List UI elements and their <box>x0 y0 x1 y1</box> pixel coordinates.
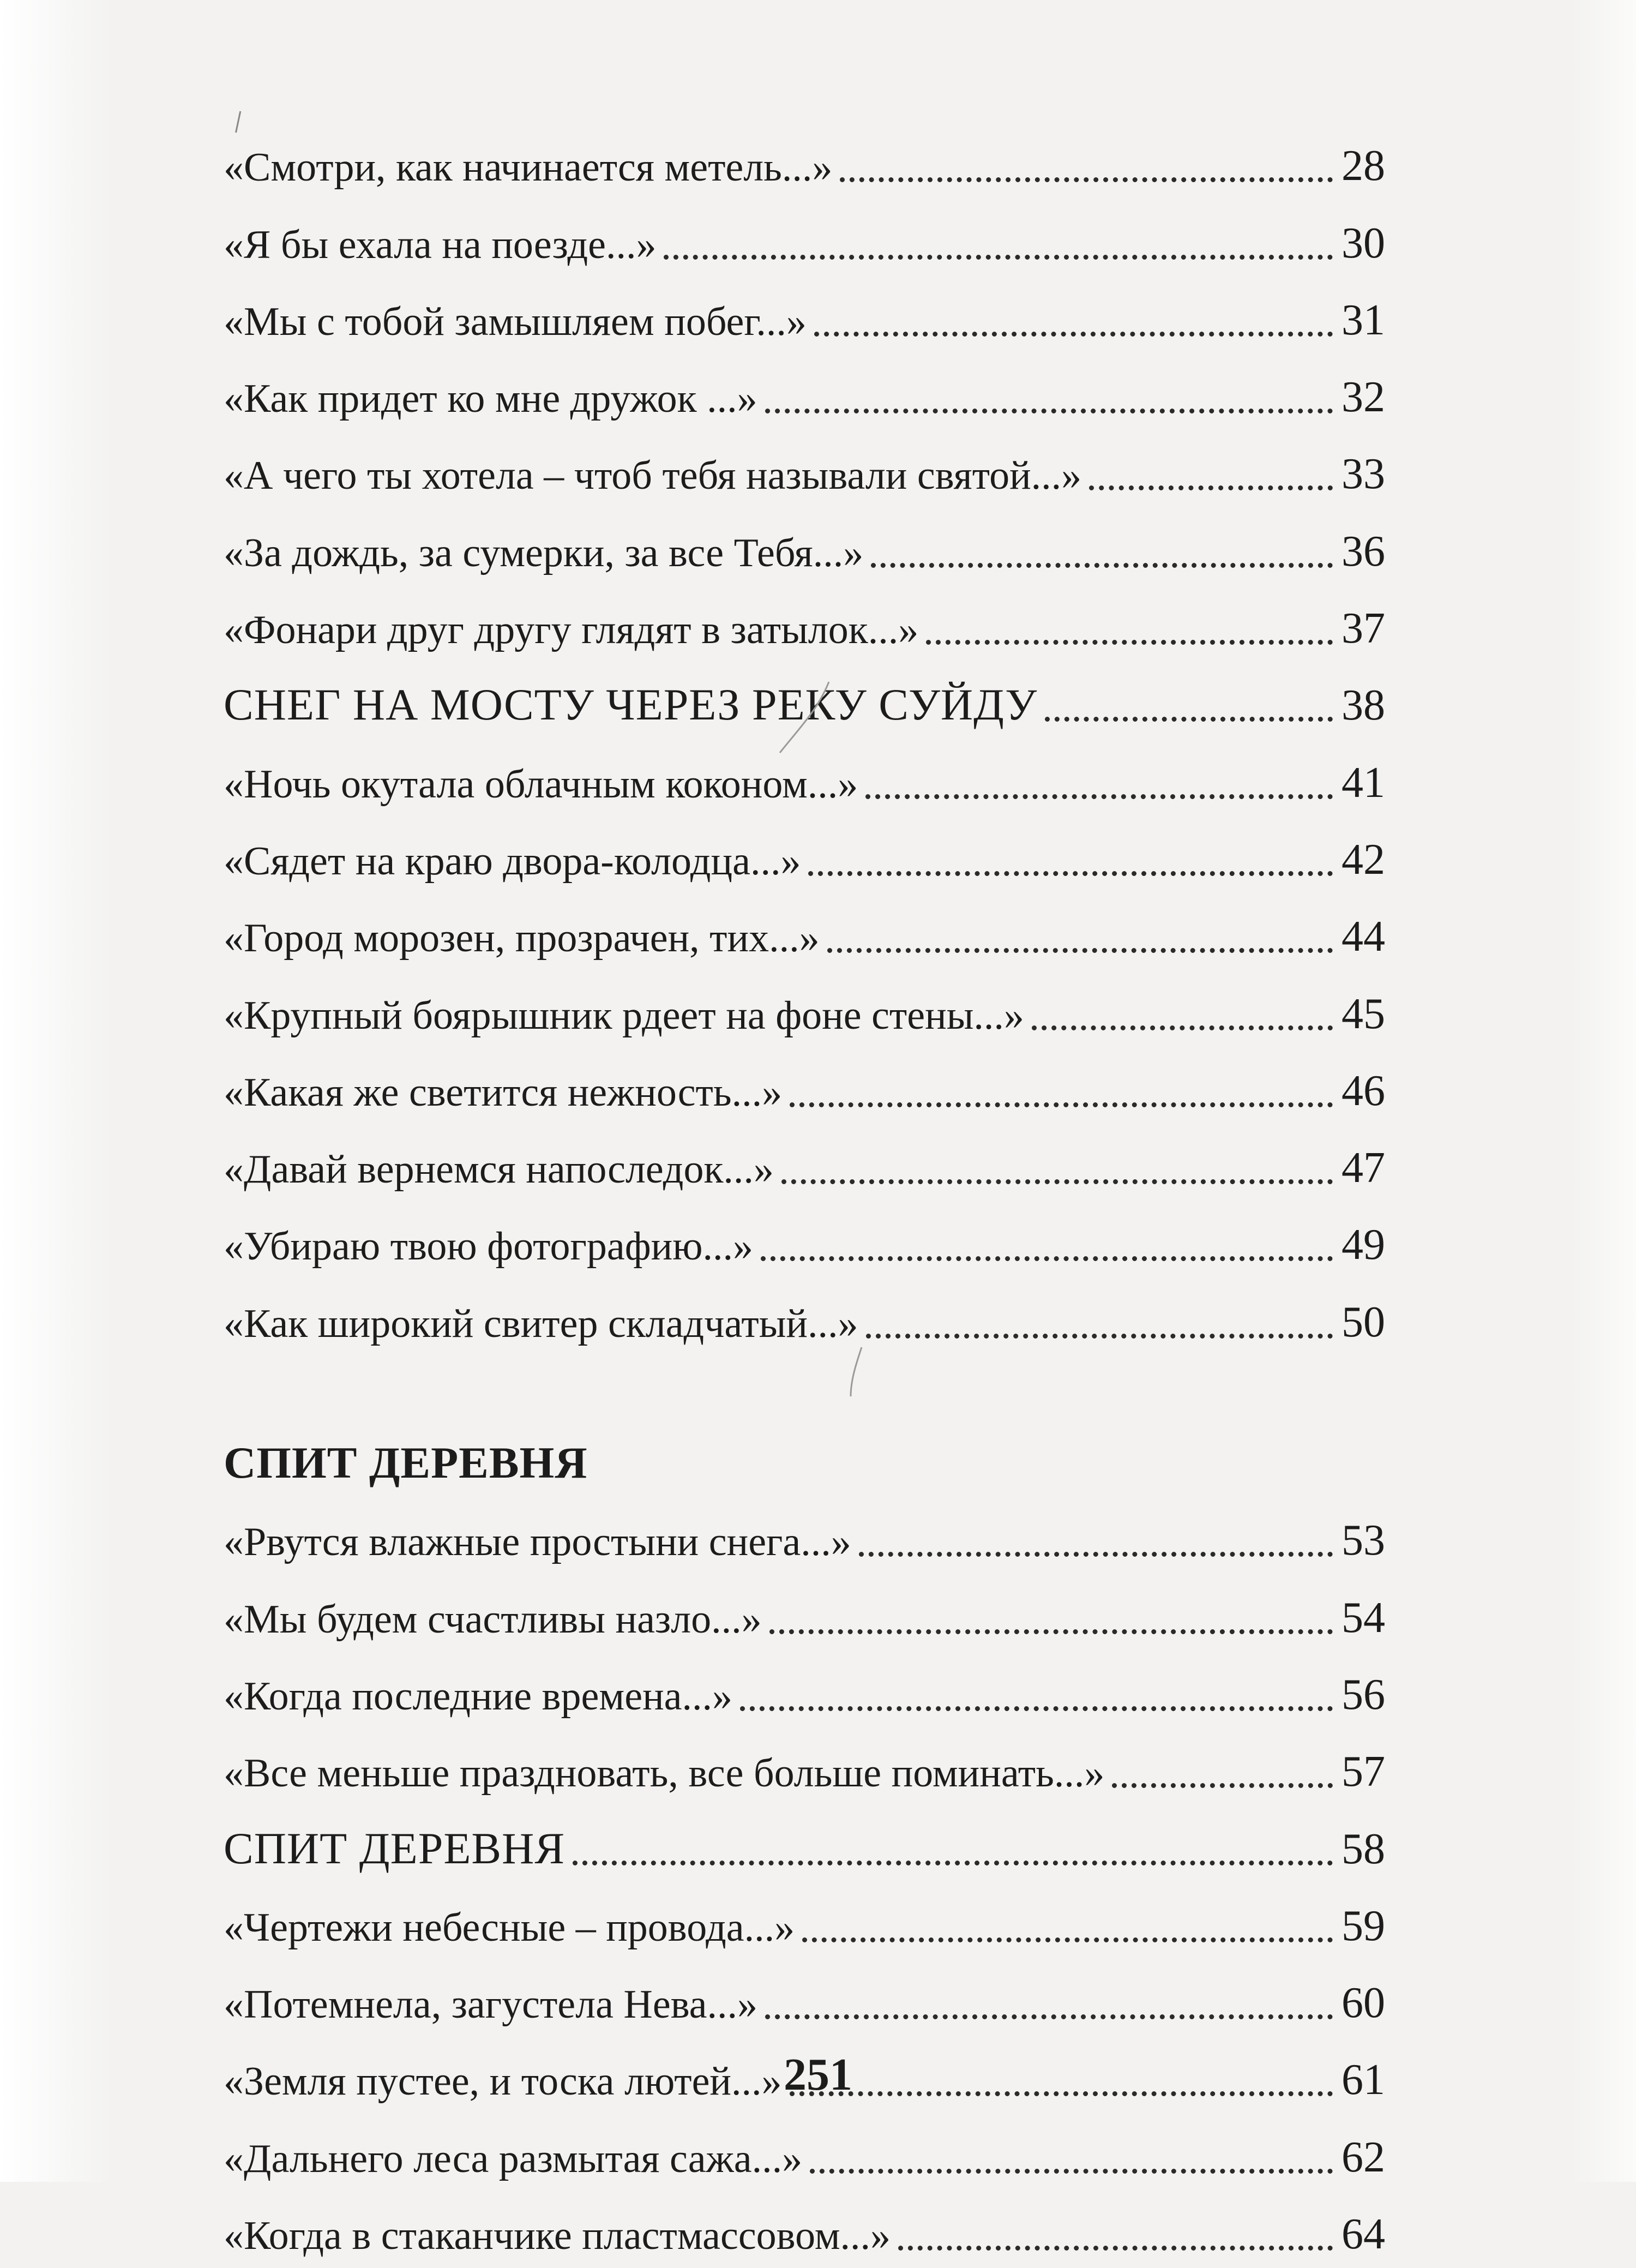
entry-title: «Ночь окутала облачным коконом...» <box>224 761 858 807</box>
dot-leader <box>781 1179 1333 1184</box>
entry-title: «Город морозен, прозрачен, тих...» <box>224 916 820 961</box>
dot-leader <box>740 1706 1333 1711</box>
dot-leader <box>765 409 1333 413</box>
entry-page-number: 58 <box>1342 1825 1385 1873</box>
page-edge-right <box>1571 0 1636 2182</box>
dot-leader <box>871 563 1333 568</box>
entry-page-number: 37 <box>1342 604 1385 653</box>
entry-page-number: 60 <box>1342 1979 1385 2027</box>
toc-entry <box>224 893 1385 970</box>
entry-page-number: 38 <box>1342 681 1385 730</box>
toc-entry <box>224 2114 1385 2191</box>
entry-title: «Как широкий свитер складчатый...» <box>224 1301 858 1346</box>
dot-leader <box>808 871 1333 876</box>
toc-entry <box>224 508 1385 585</box>
dot-leader <box>1112 1783 1333 1788</box>
entry-title: «Смотри, как начинается метель...» <box>224 145 833 190</box>
entry-page-number: 64 <box>1342 2210 1385 2259</box>
entry-title: «Потемнела, загустела Нева...» <box>224 1982 758 2027</box>
entry-page-number: 59 <box>1342 1901 1385 1950</box>
toc-entry <box>224 1202 1385 1279</box>
dot-leader <box>769 1629 1333 1634</box>
toc-entry <box>224 1729 1385 1805</box>
dot-leader <box>859 1552 1333 1557</box>
entry-page-number: 46 <box>1342 1066 1385 1115</box>
toc-section-entry <box>224 662 1385 739</box>
toc-entry <box>224 585 1385 662</box>
toc-entry <box>224 1574 1385 1651</box>
entry-title: «Мы будем счастливы назло...» <box>224 1597 762 1642</box>
entry-page-number: 44 <box>1342 913 1385 961</box>
dot-leader <box>573 1861 1333 1865</box>
entry-title: «Как придет ко мне дружок ...» <box>224 376 757 422</box>
entry-title: «Дальнего леса размытая сажа...» <box>224 2136 803 2181</box>
toc-entry <box>224 970 1385 1047</box>
entry-page-number: 32 <box>1342 373 1385 422</box>
dot-leader <box>866 1334 1333 1339</box>
entry-title: «Убираю твою фотографию...» <box>224 1224 754 1269</box>
entry-title: «Фонари друг другу глядят в затылок...» <box>224 608 919 653</box>
toc-entry <box>224 2191 1385 2268</box>
entry-title: «Чертежи небесные – провода...» <box>224 1905 795 1950</box>
entry-title: «Земля пустее, и тоска лютей...» <box>224 2059 782 2104</box>
dot-leader <box>1032 1025 1333 1030</box>
entry-page-number: 36 <box>1342 527 1385 575</box>
toc-section-entry <box>224 1805 1385 1882</box>
dot-leader <box>898 2246 1333 2251</box>
entry-page-number: 56 <box>1342 1670 1385 1719</box>
entry-title: «Давай вернемся напоследок...» <box>224 1147 774 1192</box>
entry-title: «Крупный боярышник рдеет на фоне стены...» <box>224 993 1024 1038</box>
dot-leader <box>802 1937 1333 1942</box>
table-of-contents <box>224 123 1385 2268</box>
dot-leader <box>1089 485 1333 490</box>
toc-entry <box>224 1125 1385 1202</box>
dot-leader <box>926 640 1333 645</box>
toc-entry <box>224 739 1385 816</box>
section-heading-title: СПИТ ДЕРЕВНЯ <box>224 1438 588 1488</box>
toc-entry <box>224 277 1385 354</box>
toc-entry <box>224 1048 1385 1125</box>
entry-page-number: 30 <box>1342 219 1385 267</box>
entry-page-number: 49 <box>1342 1221 1385 1269</box>
entry-page-number: 54 <box>1342 1593 1385 1642</box>
toc-entry <box>224 1497 1385 1574</box>
dot-leader <box>790 1102 1333 1107</box>
entry-page-number: 50 <box>1342 1298 1385 1346</box>
toc-entry <box>224 1652 1385 1729</box>
entry-page-number: 41 <box>1342 758 1385 807</box>
toc-entry <box>224 817 1385 893</box>
entry-title: «Сядет на краю двора-колодца...» <box>224 838 801 884</box>
dot-leader <box>761 1256 1333 1261</box>
entry-page-number: 53 <box>1342 1516 1385 1565</box>
entry-title: «Когда последние времена...» <box>224 1673 733 1719</box>
section-title: СНЕГ НА МОСТУ ЧЕРЕЗ РЕКУ СУЙДУ <box>224 680 1038 730</box>
entry-title: «Какая же светится нежность...» <box>224 1070 783 1115</box>
section-title: СПИТ ДЕРЕВНЯ <box>224 1823 566 1873</box>
entry-page-number: 47 <box>1342 1144 1385 1192</box>
dot-leader <box>814 332 1333 337</box>
toc-entry <box>224 431 1385 508</box>
entry-title: «Я бы ехала на поезде...» <box>224 222 657 267</box>
toc-entry <box>224 1883 1385 1960</box>
entry-page-number: 61 <box>1342 2056 1385 2104</box>
dot-leader <box>840 177 1333 182</box>
entry-page-number: 31 <box>1342 296 1385 344</box>
dot-leader <box>1045 717 1333 722</box>
dot-leader <box>827 948 1333 953</box>
page-number: 251 <box>784 2049 852 2100</box>
entry-title: «Все меньше праздновать, все больше поминать...» <box>224 1751 1105 1796</box>
toc-entry <box>224 123 1385 200</box>
entry-page-number: 57 <box>1342 1748 1385 1796</box>
entry-title: «За дождь, за сумерки, за все Тебя...» <box>224 530 864 575</box>
dot-leader <box>810 2169 1333 2174</box>
entry-page-number: 33 <box>1342 450 1385 499</box>
entry-page-number: 62 <box>1342 2133 1385 2181</box>
entry-page-number: 42 <box>1342 835 1385 884</box>
entry-title: «А чего ты хотела – чтоб тебя называли святой...» <box>224 453 1082 499</box>
toc-entry <box>224 1279 1385 1355</box>
toc-entry <box>224 354 1385 431</box>
entry-page-number: 28 <box>1342 142 1385 190</box>
dot-leader <box>865 794 1333 799</box>
entry-title: «Когда в стаканчике пластмассовом...» <box>224 2213 891 2259</box>
dot-leader <box>664 255 1333 260</box>
entry-page-number: 45 <box>1342 989 1385 1038</box>
toc-entry <box>224 1960 1385 2037</box>
page-edge-left <box>0 0 115 2182</box>
toc-section-heading <box>224 1420 1385 1497</box>
entry-title: «Мы с тобой замышляем побег...» <box>224 299 807 344</box>
dot-leader <box>765 2014 1333 2019</box>
toc-entry <box>224 200 1385 277</box>
entry-title: «Рвутся влажные простыни снега...» <box>224 1520 851 1565</box>
